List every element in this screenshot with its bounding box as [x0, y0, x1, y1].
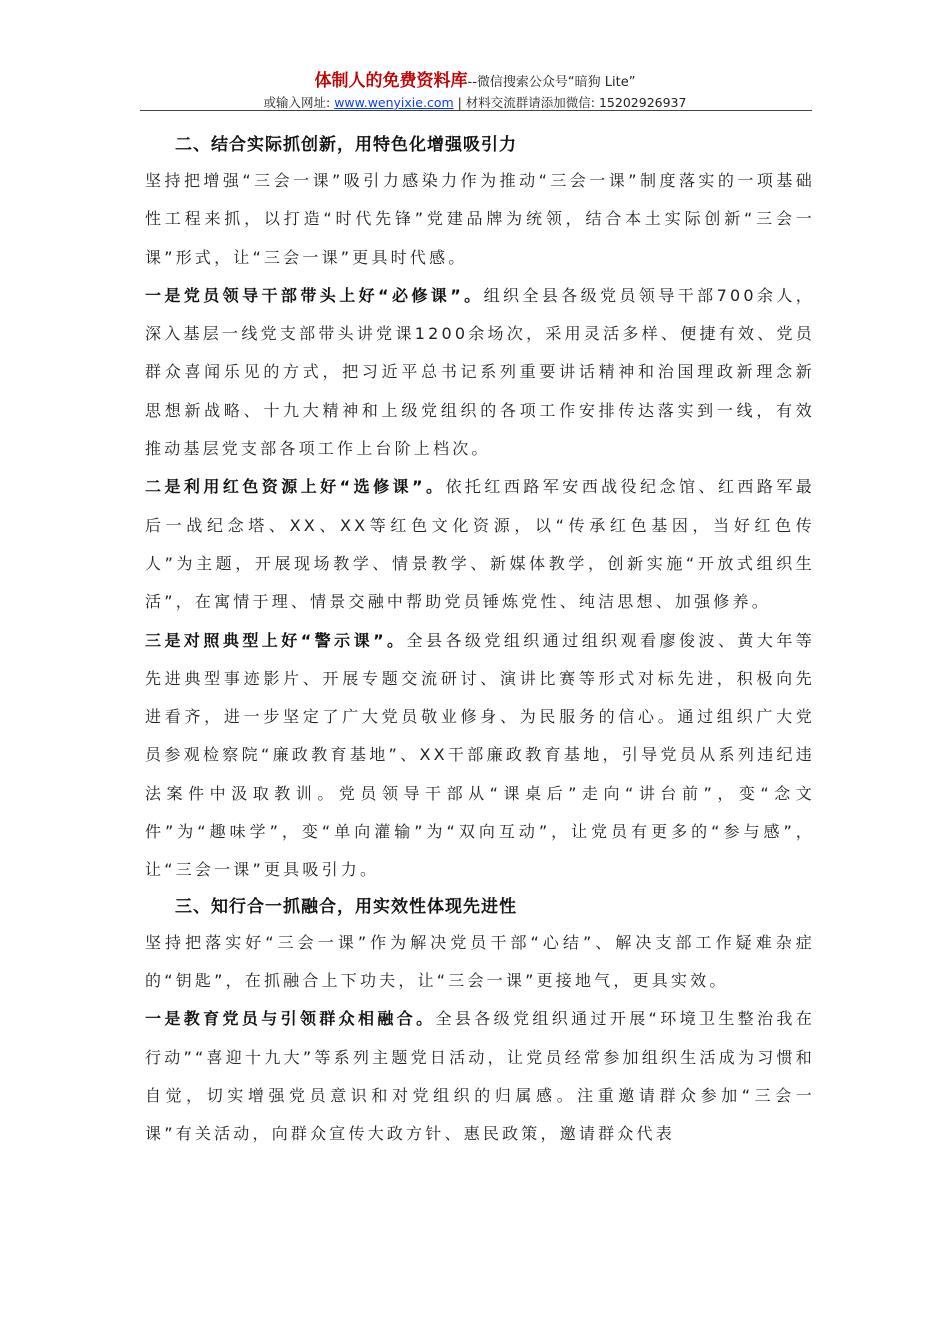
website-link[interactable]: www.wenyixie.com	[334, 95, 454, 110]
item-lead: 二是利用红色资源上好“选修课”。	[145, 477, 446, 497]
section-item	[145, 468, 815, 621]
page-header	[140, 70, 810, 112]
item-text: 全县各级党组织通过组织观看廖俊波、黄大年等先进典型事迹影片、开展专题交流研讨、演讲比赛等形式对标先进，积极向先进看齐，进一步坚定了广大党员敬业修身、为民服务的信心。通过组织广大党员参观检察院“廉政教育基地”、XX干部廉政教育基地，引导党员从系列违纪违法案件中汲取教训。党员领导干部从“课桌后”走向“讲台前”，变“念文件”为“趣味学”，变“单向灌输”为“双向互动”，让党员有更多的“参与感”，让“三会一课”更具吸引力。	[145, 630, 815, 880]
brand-name: 体制人的免费资料库	[314, 71, 468, 91]
item-lead: 一是教育党员与引领群众相融合。	[145, 1009, 436, 1029]
item-lead: 一是党员领导干部带头上好“必修课”。	[145, 285, 484, 305]
section-intro: 坚持把增强“三会一课”吸引力感染力作为推动“三会一课”制度落实的一项基础性工程来抓，以打造“时代先锋”党建品牌为统领，结合本土实际创新“三会一课”形式，让“三会一课”更具时代感。	[145, 171, 815, 267]
item-text: 组织全县各级党员领导干部700余人，深入基层一线党支部带头讲党课1200余场次，采用灵活多样、便捷有效、党员群众喜闻乐见的方式，把习近平总书记系列重要讲话精神和治国理政新理念新思想新战略、十九大精神和上级党组织的各项工作安排传达落实到一线，有效推动基层党支部各项工作上台阶上档次。	[145, 285, 815, 459]
contact-info: | 材料交流群请添加微信: 15202926937	[453, 95, 687, 110]
item-text: 依托红西路军安西战役纪念馆、红西路军最后一战纪念塔、XX、XX等红色文化资源，以“传承红色基因，当好红色传人”为主题，开展现场教学、情景教学、新媒体教学，创新实施“开放式组织生活”，在寓情于理、情景交融中帮助党员锤炼党性、纯洁思想、加强修养。	[145, 477, 815, 612]
section-title: 三、知行合一抓融合，用实效性体现先进性	[175, 896, 517, 917]
section-intro: 坚持把落实好“三会一课”作为解决党员干部“心结”、解决支部工作疑难杂症的“钥匙”，在抓融合上下功夫，让“三会一课”更接地气，更具实效。	[145, 932, 815, 990]
section-item	[145, 277, 815, 468]
url-prefix: 或输入网址:	[263, 95, 335, 110]
document-body	[145, 128, 815, 1153]
section-item	[145, 1000, 815, 1153]
section-item	[145, 622, 815, 890]
section-title: 二、结合实际抓创新，用特色化增强吸引力	[175, 135, 517, 155]
wechat-hint: --微信搜索公众号“暗狗 Lite”	[467, 75, 636, 90]
header-divider	[140, 110, 812, 111]
header-title-line	[140, 70, 810, 94]
item-text: 全县各级党组织通过开展“环境卫生整治我在行动”“喜迎十九大”等系列主题党日活动，让党员经常参加组织生活成为习惯和自觉，切实增强党员意识和对党组织的归属感。注重邀请群众参加“三会一课”有关活动，向群众宣传大政方针、惠民政策，邀请群众代表	[145, 1009, 815, 1144]
item-lead: 三是对照典型上好“警示课”。	[145, 630, 407, 650]
